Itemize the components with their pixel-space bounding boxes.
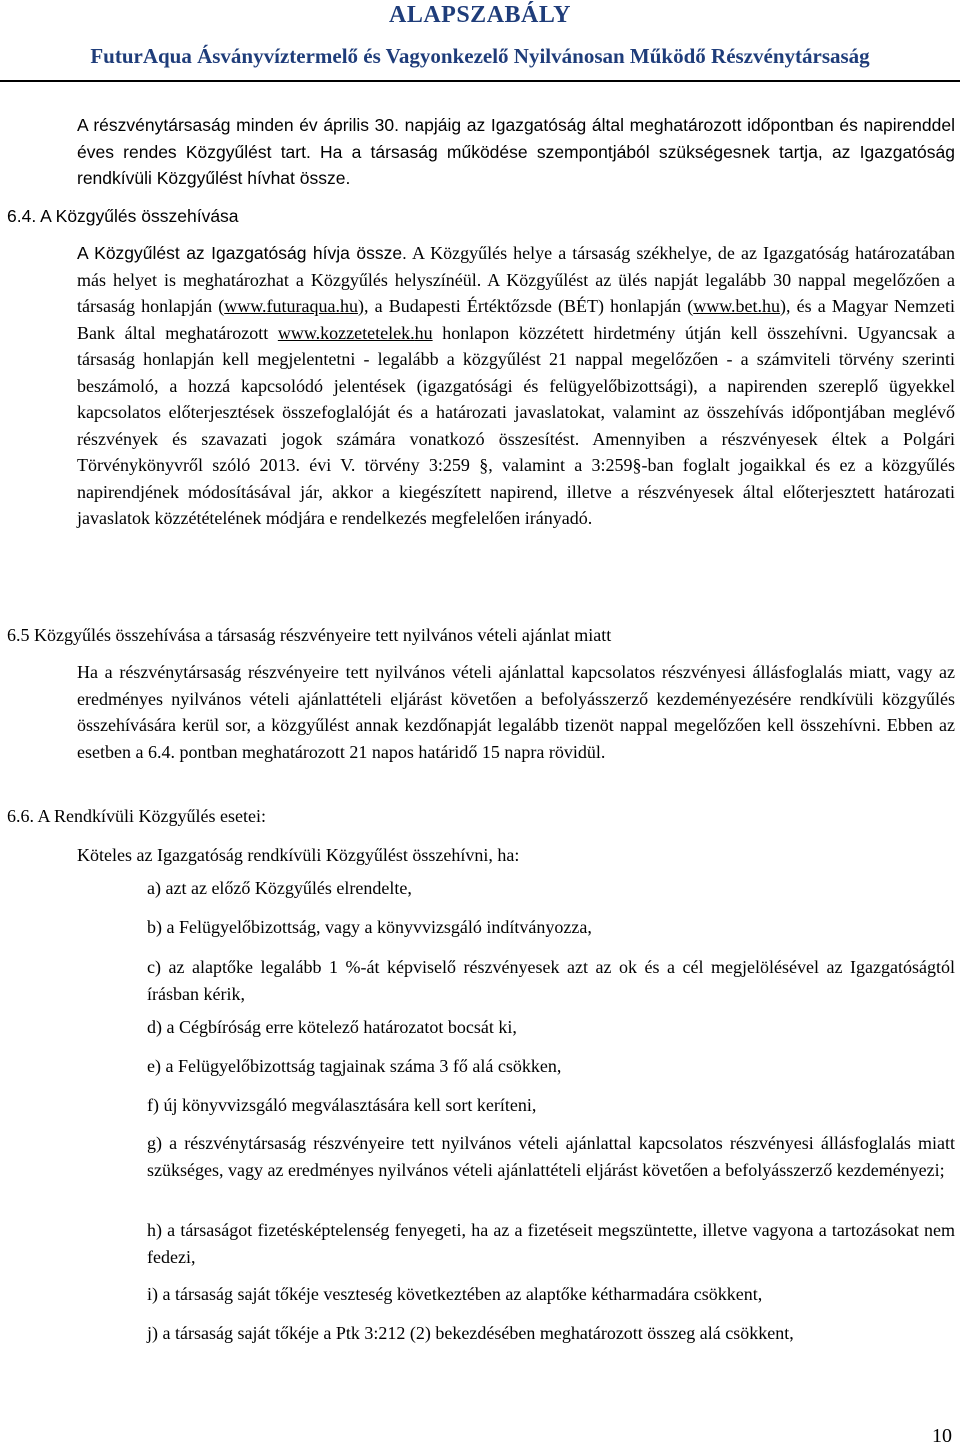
intro-paragraph: A részvénytársaság minden év április 30. napjáig az Igazgatóság által meghatározott időpontban és napirenddel éves rendes Közgyűlést tart. Ha a társaság működése szempontjából szükségesnek tartja, az Igazgatóság rendkívüli Közgyűlést hívhat össze. <box>77 115 955 188</box>
kozzetetelek-link[interactable]: www.kozzetetelek.hu <box>277 322 433 343</box>
header-divider <box>0 80 960 82</box>
section-6-4-text-4: honlapon közzétett hirdetmény útján kell összehívni. Ugyancsak a társaság honlapján kell megjelentetni - legalább a közgyűlést 21 nappal megelőzően - a számviteli törvény szerinti beszámoló, a hozzá kapcsolódó jelentések (igazgatósági és felügyelőbizottsági), a napirenden szereplő ügyekkel kapcsolatos előterjesztések összefoglalóját és a határozati javaslatokat, valamint az összehívás időpontjában meglévő részvények és szavazati jogok számára vonatkozó összesítést. Amennyiben a részvényesek éltek a Polgári Törvénykönyvről szóló 2013. évi V. törvény 3:259 §, valamint a 3:259§-ban foglalt jogaikkal és ez a közgyűlés napirendjének módosításával jár, akkor a kiegészített napirend, illetve a részvényesek által előterjesztett határozati javaslatok közzétételének módjára e rendelkezés megfelelően irányadó. <box>77 322 956 528</box>
section-6-4-text-1: A Közgyűlés helye a társaság székhelye, de az Igazgatóság határozatában más helyet is meghatározhat a Közgyűlés helyszínéül. A Közgyűlést az ülés napját legalább 30 nappal megelőzően a társaság honlapján ( <box>77 243 956 316</box>
list-item: j) a társaság saját tőkéje a Ptk 3:212 (2) bekezdésében meghatározott összeg alá csökkent, <box>147 1323 794 1343</box>
page-header <box>0 0 960 80</box>
list-item: c) az alaptőke legalább 1 %-át képviselő részvényesek azt az ok és a cél megjelölésével az Igazgatóságtól írásban kérik, <box>147 957 955 1004</box>
section-6-5-heading: 6.5 Közgyűlés összehívása a társaság részvényeire tett nyilvános vételi ajánlat miatt <box>7 625 612 645</box>
list-item: f) új könyvvizsgáló megválasztására kell sort keríteni, <box>147 1095 537 1115</box>
list-item: a) azt az előző Közgyűlés elrendelte, <box>147 878 412 898</box>
list-item: d) a Cégbíróság erre kötelező határozatot bocsát ki, <box>147 1017 517 1037</box>
list-item: b) a Felügyelőbizottság, vagy a könyvvizsgáló indítványozza, <box>147 917 592 937</box>
document-title: ALAPSZABÁLY <box>389 2 571 28</box>
page-number: 10 <box>932 1425 952 1447</box>
section-6-4-text-3: ), és a Magyar Nemzeti Bank által meghatározott <box>77 296 955 343</box>
futuraqua-link[interactable]: www.futuraqua.hu <box>224 296 359 316</box>
bet-link[interactable]: www.bet.hu <box>693 296 781 316</box>
section-6-5-body: Ha a részvénytársaság részvényeire tett nyilvános vételi ajánlattal kapcsolatos részvényesi állásfoglalás miatt, vagy az eredményes nyilvános vételi ajánlattételi eljárást követően a befolyásszerző kezdeményezésére rendkívüli közgyűlés összehívására kerül sor, a közgyűlést annak kezdőnapját legalább tizenöt nappal megelőzően kell összehívni. Ebben az esetben a 6.4. pontban meghatározott 21 napos határidő 15 napra rövidül. <box>77 662 955 762</box>
section-6-6-intro: Köteles az Igazgatóság rendkívüli Közgyűlést összehívni, ha: <box>77 845 520 865</box>
list-item: h) a társaságot fizetésképtelenség fenyegeti, ha az a fizetéseit megszüntette, illetve vagyona a tartozásokat nem fedezi, <box>147 1220 955 1267</box>
section-6-4-body <box>77 240 955 532</box>
company-name: FuturAqua Ásványvíztermelő és Vagyonkezelő Nyilvánosan Működő Részvénytársaság <box>90 44 870 68</box>
list-item: e) a Felügyelőbizottság tagjainak száma 3 fő alá csökken, <box>147 1056 562 1076</box>
section-6-4-text-2: ), a Budapesti Értéktőzsde (BÉT) honlapján ( <box>358 296 694 316</box>
section-6-4-heading: 6.4. A Közgyűlés összehívása <box>7 206 239 226</box>
list-item: g) a részvénytársaság részvényeire tett nyilvános vételi ajánlattal kapcsolatos részvényesi állásfoglalás miatt szükséges, vagy az eredményes nyilvános vételi ajánlattételi eljárást követően a befolyásszerző kezdeményezi; <box>147 1133 955 1180</box>
list-item: i) a társaság saját tőkéje veszteség következtében az alaptőke kétharmadára csökkent, <box>147 1284 763 1304</box>
section-6-4-lead: A Közgyűlést az Igazgatóság hívja össze. <box>77 243 407 263</box>
section-6-6-heading: 6.6. A Rendkívüli Közgyűlés esetei: <box>7 806 266 826</box>
